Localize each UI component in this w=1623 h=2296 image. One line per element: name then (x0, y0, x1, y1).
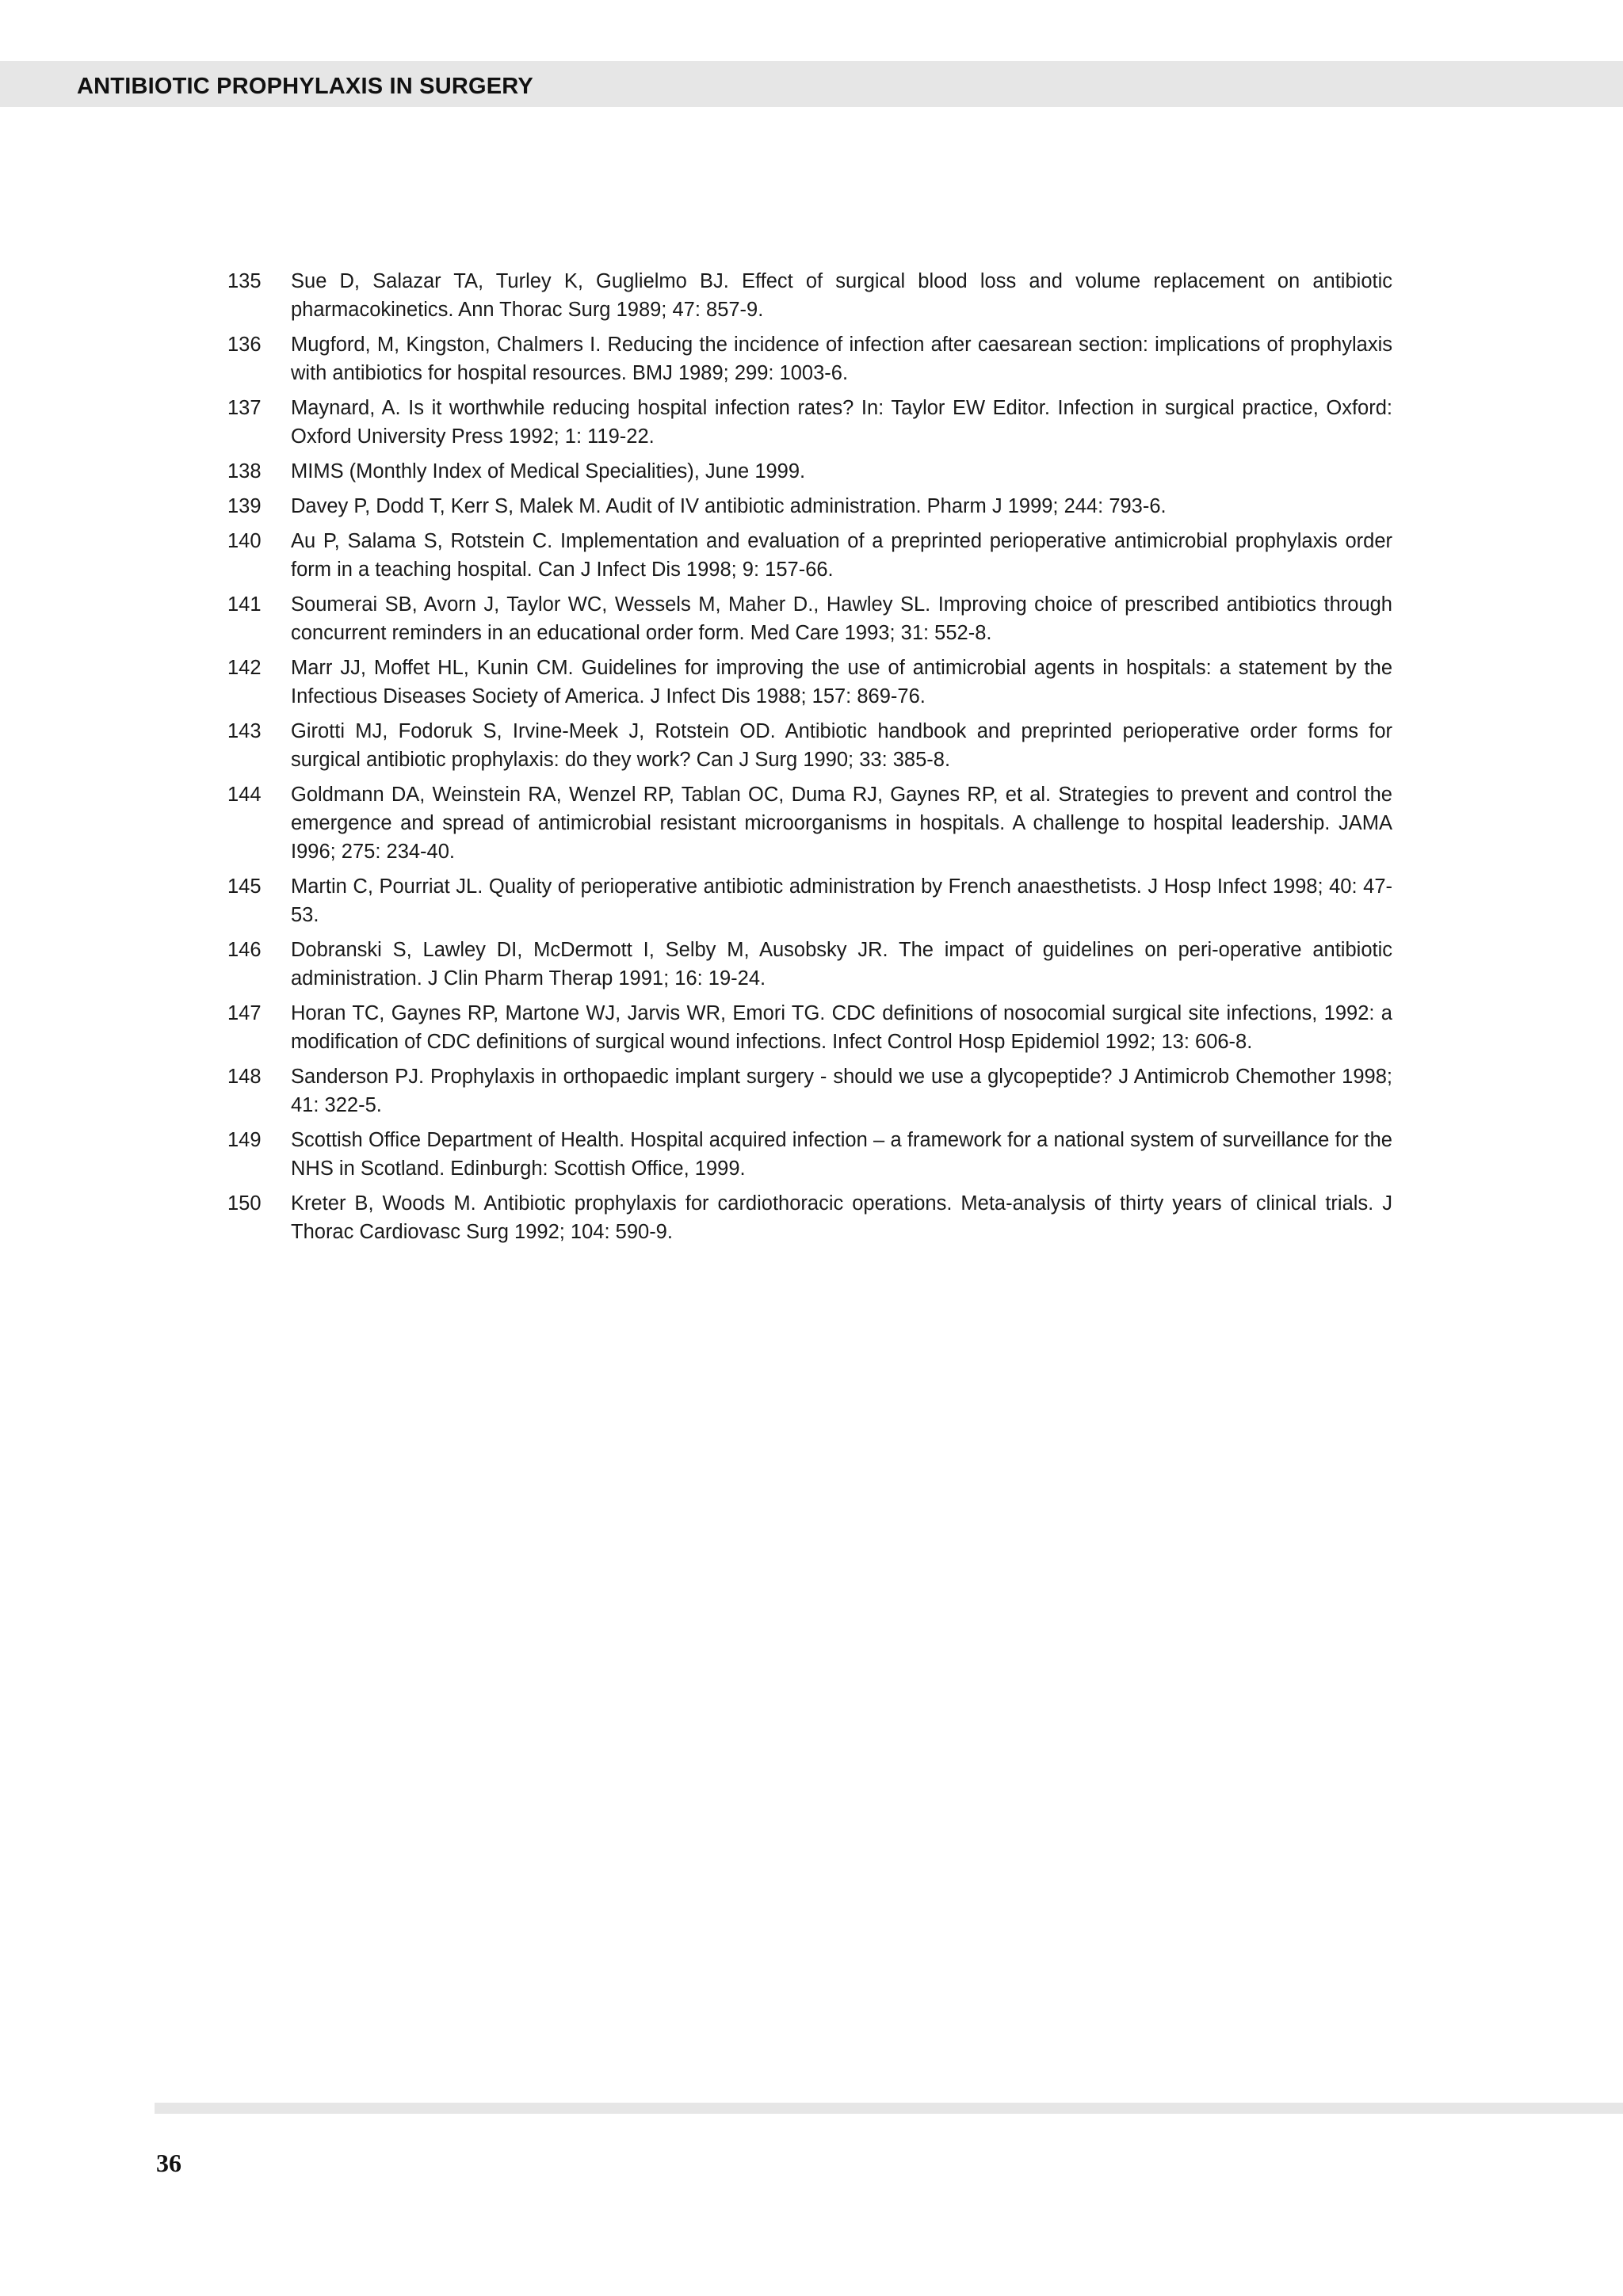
reference-text: Horan TC, Gaynes RP, Martone WJ, Jarvis WR, Emori TG. CDC definitions of nosocomial surgical site infections, 1992: a modification of CDC definitions of surgical wound infections. Infect Control Hosp Epidemiol 1992; 13: 606-8. (291, 1002, 1392, 1053)
reference-number: 137 (227, 397, 262, 419)
reference-number: 141 (227, 593, 262, 616)
reference-number: 148 (227, 1066, 262, 1088)
reference-text: Sue D, Salazar TA, Turley K, Guglielmo BJ. Effect of surgical blood loss and volume replacement on antibiotic pharmacokinetics. Ann Thorac Surg 1989; 47: 857-9. (291, 270, 1392, 321)
reference-text: Dobranski S, Lawley DI, McDermott I, Selby M, Ausobsky JR. The impact of guidelines on peri-operative antibiotic administration. J Clin Pharm Therap 1991; 16: 19-24. (291, 939, 1392, 990)
reference-text: Marr JJ, Moffet HL, Kunin CM. Guidelines for improving the use of antimicrobial agents in hospitals: a statement by the Infectious Diseases Society of America. J Infect Dis 1988; 157: 869-76. (291, 657, 1392, 707)
reference-item (227, 1189, 1392, 1246)
reference-number: 135 (227, 270, 262, 292)
reference-item (227, 872, 1392, 929)
reference-number: 150 (227, 1192, 262, 1215)
reference-item (227, 1126, 1392, 1183)
reference-text: MIMS (Monthly Index of Medical Specialities), June 1999. (291, 460, 806, 482)
reference-number: 140 (227, 530, 262, 552)
reference-item (227, 1062, 1392, 1119)
reference-text: Davey P, Dodd T, Kerr S, Malek M. Audit of IV antibiotic administration. Pharm J 1999; 244: 793-6. (291, 495, 1167, 517)
reference-text: Mugford, M, Kingston, Chalmers I. Reducing the incidence of infection after caesarean section: implications of prophylaxis with antibiotics for hospital resources. BMJ 1989; 299: 1003-6. (291, 334, 1392, 384)
reference-item (227, 267, 1392, 324)
reference-item (227, 492, 1392, 521)
reference-text: Girotti MJ, Fodoruk S, Irvine-Meek J, Rotstein OD. Antibiotic handbook and preprinted perioperative order forms for surgical antibiotic prophylaxis: do they work? Can J Surg 1990; 33: 385-8. (291, 720, 1392, 771)
reference-item (227, 394, 1392, 451)
reference-item (227, 999, 1392, 1056)
reference-number: 142 (227, 657, 262, 679)
reference-number: 143 (227, 720, 262, 742)
reference-item (227, 936, 1392, 993)
reference-text: Sanderson PJ. Prophylaxis in orthopaedic implant surgery - should we use a glycopeptide? J Antimicrob Chemother 1998; 41: 322-5. (291, 1066, 1392, 1116)
footer-band (155, 2103, 1623, 2114)
reference-number: 136 (227, 334, 262, 356)
reference-item (227, 717, 1392, 774)
reference-item (227, 527, 1392, 584)
reference-item (227, 654, 1392, 711)
reference-item (227, 780, 1392, 866)
reference-number: 144 (227, 784, 262, 806)
reference-number: 146 (227, 939, 262, 961)
reference-text: Scottish Office Department of Health. Hospital acquired infection – a framework for a national system of surveillance for the NHS in Scotland. Edinburgh: Scottish Office, 1999. (291, 1129, 1392, 1180)
reference-text: Soumerai SB, Avorn J, Taylor WC, Wessels M, Maher D., Hawley SL. Improving choice of prescribed antibiotics through concurrent reminders in an educational order form. Med Care 1993; 31: 552-8. (291, 593, 1392, 644)
running-header-title: ANTIBIOTIC PROPHYLAXIS IN SURGERY (77, 74, 533, 99)
reference-text: Martin C, Pourriat JL. Quality of perioperative antibiotic administration by French anaesthetists. J Hosp Infect 1998; 40: 47-53. (291, 875, 1392, 926)
reference-number: 139 (227, 495, 262, 517)
reference-text: Maynard, A. Is it worthwhile reducing hospital infection rates? In: Taylor EW Editor. Infection in surgical practice, Oxford: Oxford University Press 1992; 1: 119-22. (291, 397, 1392, 448)
reference-text: Goldmann DA, Weinstein RA, Wenzel RP, Tablan OC, Duma RJ, Gaynes RP, et al. Strategies to prevent and control the emergence and spread of antimicrobial resistant microorganisms in hospitals. A challenge to hospital leadership. JAMA I996; 275: 234-40. (291, 784, 1392, 863)
reference-number: 138 (227, 460, 262, 482)
page-number: 36 (156, 2149, 181, 2177)
reference-item (227, 457, 1392, 486)
reference-item (227, 590, 1392, 647)
reference-text: Kreter B, Woods M. Antibiotic prophylaxis for cardiothoracic operations. Meta-analysis of thirty years of clinical trials. J Thorac Cardiovasc Surg 1992; 104: 590-9. (291, 1192, 1392, 1243)
reference-number: 149 (227, 1129, 262, 1151)
reference-item (227, 330, 1392, 387)
reference-text: Au P, Salama S, Rotstein C. Implementation and evaluation of a preprinted perioperative antimicrobial prophylaxis order form in a teaching hospital. Can J Infect Dis 1998; 9: 157-66. (291, 530, 1392, 581)
reference-list (227, 267, 1392, 1253)
reference-number: 147 (227, 1002, 262, 1024)
reference-number: 145 (227, 875, 262, 898)
